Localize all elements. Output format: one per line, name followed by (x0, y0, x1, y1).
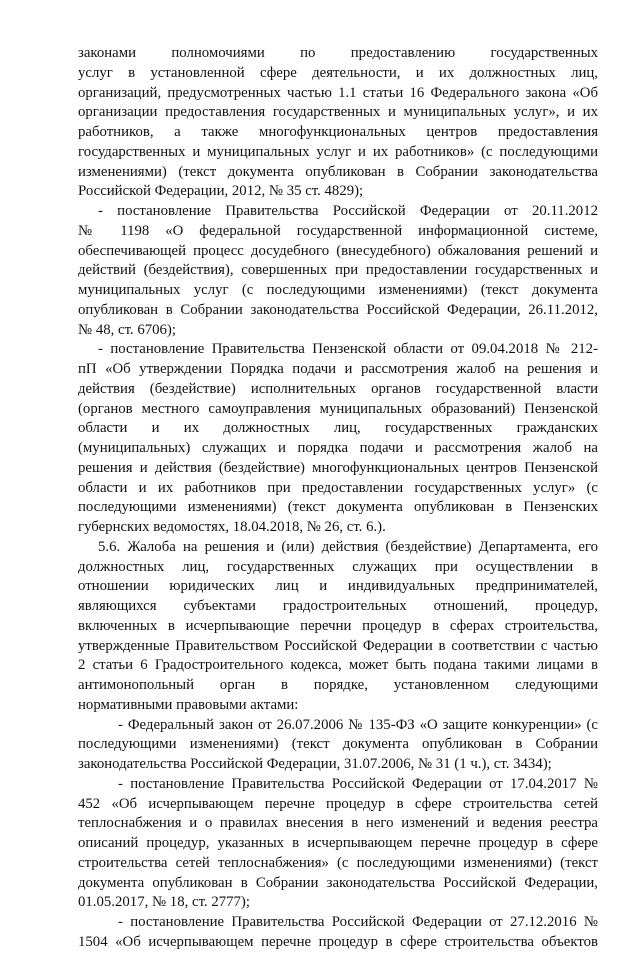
text-line: опубликован в Собрании законодательства Российской Федерации, 26.11.2012, (78, 301, 598, 318)
text-line: описаний процедур, указанных в исчерпывающем перечне процедур в сфере (78, 835, 598, 851)
text-line: Российской Федерации, 2012, № 35 ст. 4829); (78, 183, 364, 200)
text-line: (органов местного самоуправления муниципальных образований) Пензенской (78, 400, 598, 417)
text-line: области и их работников при предоставлении государственных услуг» (с (78, 479, 598, 496)
text-line: законами полномочиями по предоставлению государственных (78, 45, 598, 61)
text-line: - постановление Правительства Российской Федерации от 17.04.2017 № (118, 775, 598, 792)
text-line: 1504 «Об исчерпывающем перечне процедур в сфере строительства объектов (78, 933, 598, 950)
text-line: государственных и муниципальных услуг и их работников» (с последующими (78, 143, 598, 160)
text-line: губернских ведомостях, 18.04.2018, № 26, ст. 6.). (78, 519, 386, 535)
text-line: являющихся субъектами градостроительных отношений, процедур, (78, 598, 598, 614)
text-line: законодательства Российской Федерации, 31.07.2006, № 31 (1 ч.), ст. 3434); (78, 756, 552, 772)
text-line: нормативными правовыми актами: (78, 696, 299, 713)
text-line: последующими изменениями) (текст документа опубликован в Пензенских (78, 499, 598, 516)
text-line: должностных лиц, государственных служащих при осуществлении в (78, 558, 598, 575)
text-line: 01.05.2017, № 18, ст. 2777); (78, 894, 250, 911)
text-line: - постановление Правительства Пензенской области от 09.04.2018 № 212- (98, 341, 598, 358)
text-line: решения и действия (бездействие) многофункциональных центров Пензенской (78, 459, 598, 476)
text-line: последующими изменениями) (текст документа опубликован в Собрании (78, 736, 598, 753)
text-line: № 1198 «О федеральной государственной информационной системе, (78, 222, 598, 239)
text-line: обеспечивающей процесс досудебного (внесудебного) обжалования решений и (78, 242, 598, 259)
text-line: действия (бездействие) исполнительных органов государственной власти (78, 380, 598, 397)
text-line: строительства сетей теплоснабжения» (с последующими изменениями) (текст (78, 854, 598, 871)
text-line: муниципальных услуг (с последующими изменениями) (текст документа (78, 282, 598, 298)
text-line: теплоснабжения и о правилах внесения в него изменений и ведения реестра (78, 815, 598, 832)
text-line: работников, а также многофункциональных центров предоставления (78, 124, 598, 140)
text-line: организаций, предусмотренных частью 1.1 статьи 16 Федерального закона «Об (78, 84, 598, 101)
text-line: услуг в установленной сфере деятельности, и их должностных лиц, (78, 64, 598, 81)
text-line: документа опубликован в Собрании законодательства Российской Федерации, (78, 874, 598, 891)
text-line: № 48, ст. 6706); (78, 321, 176, 338)
text-line: пП «Об утверждении Порядка подачи и рассмотрения жалоб на решения и (78, 361, 598, 377)
text-line: изменениями) (текст документа опубликован в Собрании законодательства (78, 163, 598, 180)
text-line: области и их должностных лиц, государственных гражданских (78, 420, 598, 437)
text-line: организации предоставления государственных и муниципальных услуг», и их (78, 104, 598, 121)
text-line: (муниципальных) служащих и порядка подачи и рассмотрения жалоб на (78, 440, 598, 456)
text-line: - постановление Правительства Российской Федерации от 27.12.2016 № (118, 914, 598, 930)
text-line: включенных в исчерпывающие перечни процедур в сферах строительства, (78, 617, 598, 634)
text-line: действий (бездействия), совершенных при предоставлении государственных и (78, 262, 598, 279)
text-line: утвержденные Правительством Российской Федерации в соответствии с частью (78, 637, 598, 654)
text-line: - Федеральный закон от 26.07.2006 № 135-ФЗ «О защите конкуренции» (с (118, 716, 598, 733)
text-line: - постановление Правительства Российской Федерации от 20.11.2012 (98, 203, 598, 219)
text-line: 2 статьи 6 Градостроительного кодекса, может быть подана такими лицами в (78, 657, 598, 674)
text-line: антимонопольный орган в порядке, установленном следующими (78, 677, 598, 693)
text-line: 452 «Об исчерпывающем перечне процедур в сфере строительства сетей (78, 795, 598, 812)
text-line: 5.6. Жалоба на решения и (или) действия (бездействие) Департамента, его (98, 538, 598, 555)
document-body (78, 44, 598, 953)
text-line: отношении юридических лиц и индивидуальных предпринимателей, (78, 578, 598, 595)
